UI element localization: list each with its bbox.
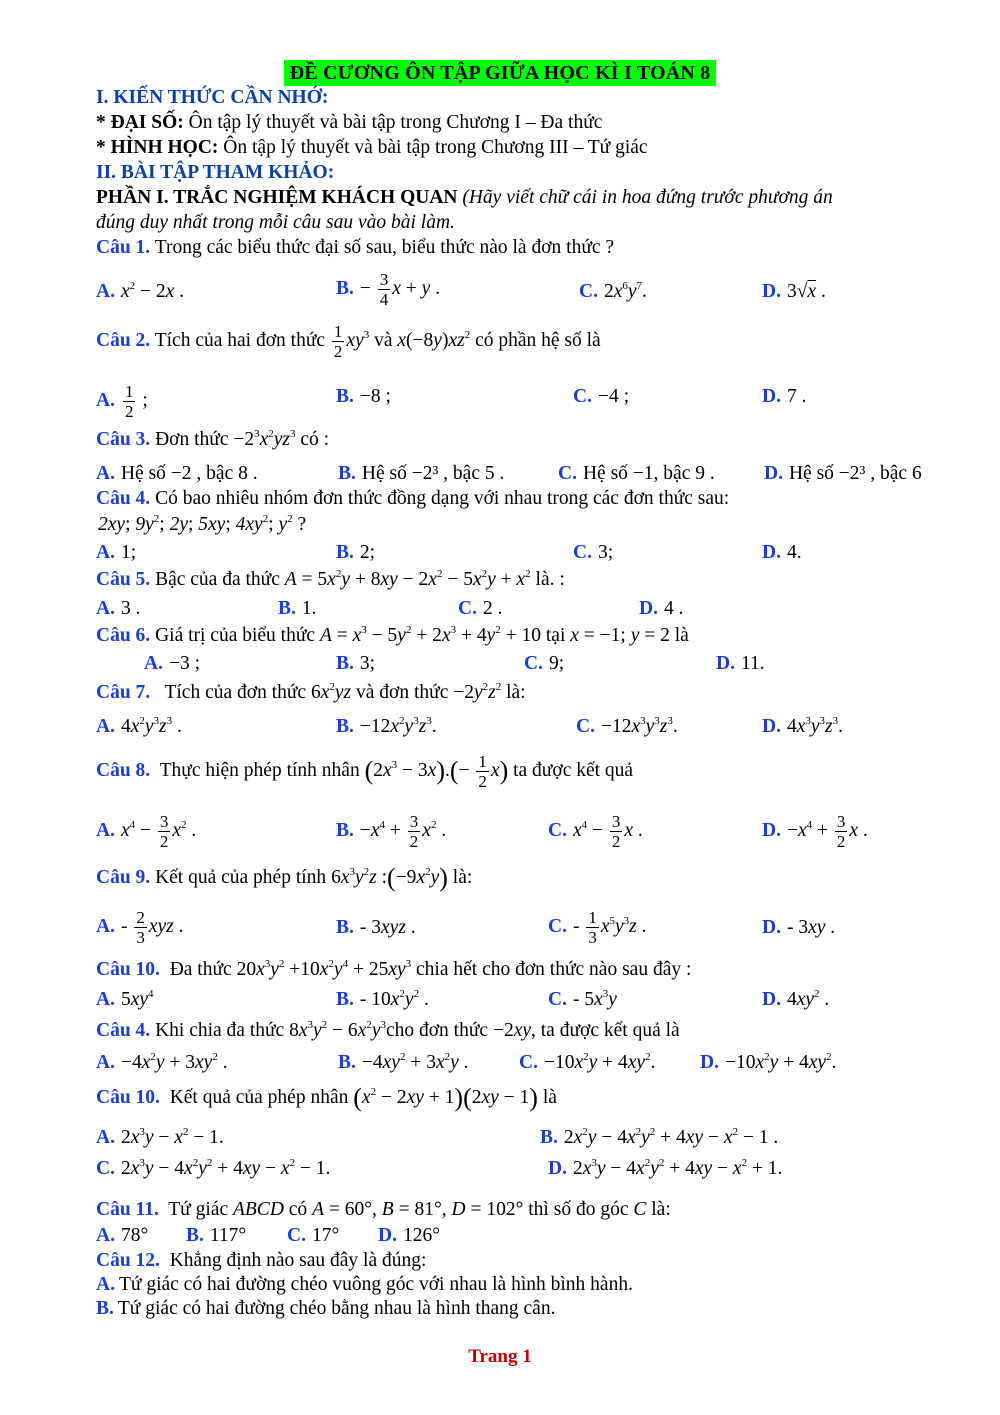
q4b-option-b: B. $-4xy^2 + 3x^2y$ . [338, 1051, 469, 1073]
q9-option-c: C. - $\frac{1}{3}$ $x^5y^3z$ . [548, 908, 647, 947]
page-number: Trang 1 [468, 1346, 532, 1367]
section-1-heading: I. KIẾN THỨC CẦN NHỚ: [96, 87, 329, 108]
q2-option-b: B. −8 ; [336, 386, 391, 407]
q2-option-c: C. −4 ; [573, 386, 630, 407]
question-10: Câu 10. Đa thức $20x^3y^2 +10x^2y^4 + 25xy^3$ chia hết cho đơn thức nào sau đây : [96, 958, 692, 980]
q8-option-d: D. $-x^4$ + $\frac{3}{2}$ x . [762, 812, 868, 851]
page-title: ĐỀ CƯƠNG ÔN TẬP GIỮA HỌC KÌ I TOÁN 8 [284, 60, 717, 86]
q6-option-d: D. 11. [716, 653, 765, 674]
q5-option-b: B. 1. [278, 598, 317, 619]
q4b-option-a: A. $-4x^2y + 3xy^2$ . [96, 1051, 228, 1073]
q5-option-a: A. 3 . [96, 598, 141, 619]
q7-option-c: C. $-12x^3y^3z^3$. [576, 715, 678, 737]
q1-option-b: B. − $\frac{3}{4}$ x + y . [336, 270, 441, 309]
question-1: Câu 1. Trong các biểu thức đại số sau, biểu thức nào là đơn thức ? [96, 237, 615, 258]
q7-option-b: B. $-12x^2y^3z^3$. [336, 715, 437, 737]
q1-option-d: D. 3√x . [762, 281, 826, 302]
hinh-hoc-line: * HÌNH HỌC: Ôn tập lý thuyết và bài tập trong Chương III – Tứ giác [96, 137, 648, 158]
q1-option-a: A. $x^2 - 2x$ . [96, 280, 185, 302]
q11-option-c: C. 17° [287, 1225, 340, 1246]
q6-option-c: C. 9; [524, 653, 565, 674]
q11-option-b: B. 117° [186, 1225, 247, 1246]
part1-note: đúng duy nhất trong mỗi câu sau vào bài làm. [96, 212, 455, 233]
q3-option-b: B. Hệ số −2³ , bậc 5 . [338, 463, 505, 484]
q4b-option-c: C. $-10x^2y + 4xy^2$. [519, 1051, 656, 1073]
question-8: Câu 8. Thực hiện phép tính nhân $(2x^3 - 3x).(-$ $\frac{1}{2}$ x) ta được kết quả [96, 752, 634, 791]
q8-option-a: A. $x^4$ − $\frac{3}{2}$ $x^2$ . [96, 812, 197, 851]
q4-option-a: A. 1; [96, 542, 137, 563]
q10b-option-c: C. $2x^3y - 4x^2y^2 + 4xy - x^2 - 1$. [96, 1157, 331, 1179]
q2-option-a: A. $\frac{1}{2}$ ; [96, 382, 148, 421]
question-4: Câu 4. Có bao nhiêu nhóm đơn thức đồng dạng với nhau trong các đơn thức sau: [96, 488, 730, 509]
q5-option-c: C. 2 . [458, 598, 503, 619]
q8-option-c: C. $x^4$ − $\frac{3}{2}$ x . [548, 812, 643, 851]
question-5: Câu 5. Bậc của đa thức $A = 5x^2y + 8xy - 2x^2 - 5x^2y + x^2$ là. : [96, 568, 565, 590]
q9-option-b: B. - 3xyz . [336, 917, 416, 938]
question-4b: Câu 4. Khi chia đa thức $8x^3y^2 - 6x^2y^3cho$ đơn thức −2xy, ta được kết quả là [96, 1019, 680, 1041]
q2-option-d: D. 7 . [762, 386, 807, 407]
part1-heading: PHẦN I. TRẮC NGHIỆM KHÁCH QUAN (Hãy viết chữ cái in hoa đứng trước phương án [96, 187, 833, 208]
question-11: Câu 11. Tứ giác ABCD có A = 60°, B = 81°, D = 102° thì số đo góc C là: [96, 1199, 671, 1220]
q11-option-d: D. 126° [378, 1225, 441, 1246]
q10-option-a: A. $5xy^4$ [96, 988, 154, 1010]
q10b-option-d: D. $2x^3y - 4x^2y^2 + 4xy - x^2 + 1$. [548, 1157, 783, 1179]
q9-option-a: A. - $\frac{2}{3}$ xyz . [96, 908, 184, 947]
dai-so-line: * ĐẠI SỐ: Ôn tập lý thuyết và bài tập trong Chương I – Đa thức [96, 112, 603, 133]
q4-option-c: C. 3; [573, 542, 614, 563]
question-10b: Câu 10. Kết quả của phép nhân $(x^2 - 2xy + 1)(2xy - 1)$ là [96, 1083, 557, 1112]
q11-option-a: A. 78° [96, 1225, 149, 1246]
q3-option-c: C. Hệ số −1, bậc 9 . [558, 463, 715, 484]
question-7: Câu 7. Tích của đơn thức $6x^2yz$ và đơn thức $-2y^2z^2$ là: [96, 681, 526, 703]
question-3: Câu 3. Đơn thức $-2^3x^2yz^3$ có : [96, 428, 330, 450]
q6-option-a: A. −3 ; [144, 653, 201, 674]
q9-option-d: D. - 3xy . [762, 917, 836, 938]
q4-option-d: D. 4. [762, 542, 802, 563]
q1-option-c: C. $2x^6y^7$. [579, 280, 647, 302]
q10-option-d: D. $4xy^2$ . [762, 988, 830, 1010]
q10b-option-b: B. $2x^2y - 4x^2y^2 + 4xy - x^2 - 1$ . [540, 1126, 779, 1148]
q4-monomials: 2xy; $9y^2$; 2y; 5xy; $4xy^2$; $y^2$ ? [98, 513, 307, 535]
question-12: Câu 12. Khẳng định nào sau đây là đúng: [96, 1250, 427, 1271]
question-6: Câu 6. Giá trị của biểu thức $A = x^3 - 5y^2 + 2x^3 + 4y^2 + 10$ tại x = −1; y = 2 là [96, 624, 689, 646]
q3-option-a: A. Hệ số −2 , bậc 8 . [96, 463, 258, 484]
q7-option-d: D. $4x^3y^3z^3$. [762, 715, 843, 737]
q10-option-c: C. - $5x^3y$ [548, 988, 617, 1010]
question-2: Câu 2. Tích của hai đơn thức $\frac{1}{2}$ $xy^3$ và $x(-8y)xz^2$ có phần hệ số là [96, 322, 601, 361]
question-9: Câu 9. Kết quả của phép tính $6x^3y^2z$ $:(-9x^2y)$ là: [96, 863, 473, 892]
q6-option-b: B. 3; [336, 653, 376, 674]
q7-option-a: A. $4x^2y^3z^3$ . [96, 715, 182, 737]
q3-option-d: D. Hệ số −2³ , bậc 6 [764, 463, 922, 484]
q12-option-b: B. Tứ giác có hai đường chéo bằng nhau là hình thang cân. [96, 1298, 556, 1319]
q10-option-b: B. - $10x^2y^2$ . [336, 988, 429, 1010]
q10b-option-a: A. $2x^3y - x^2 - 1$. [96, 1126, 224, 1148]
q4b-option-d: D. $-10x^2y + 4xy^2$. [700, 1051, 837, 1073]
q8-option-b: B. $-x^4$ + $\frac{3}{2}$ $x^2$ . [336, 812, 447, 851]
q5-option-d: D. 4 . [639, 598, 684, 619]
q12-option-a: A. Tứ giác có hai đường chéo vuông góc với nhau là hình bình hành. [96, 1274, 633, 1295]
q4-option-b: B. 2; [336, 542, 376, 563]
section-2-heading: II. BÀI TẬP THAM KHẢO: [96, 162, 335, 183]
